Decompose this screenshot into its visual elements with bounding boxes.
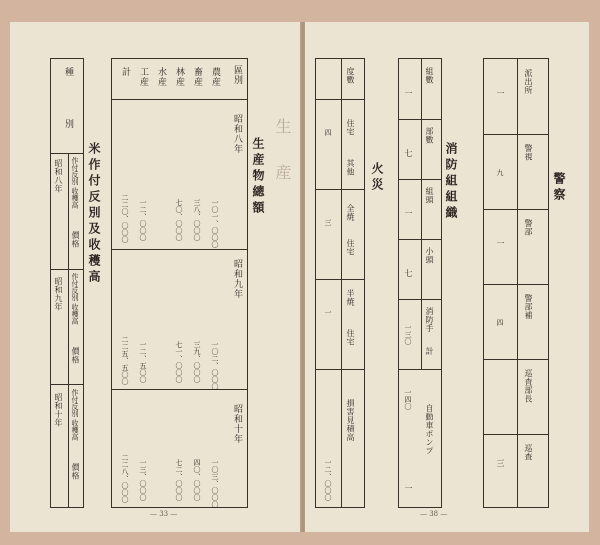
prod-cell: 一二、五〇〇 <box>139 341 147 383</box>
prod-cell: 二二八、〇〇〇 <box>121 454 129 503</box>
fire-header: 組頭 <box>425 187 434 204</box>
police-value: 三 <box>496 459 505 468</box>
fire-disaster-title: 火災 <box>370 162 384 194</box>
fire-value: 七 <box>404 149 413 158</box>
rice-price-header: 價格 <box>71 231 80 248</box>
page-number: — 38 — <box>420 510 448 518</box>
production-title: 生産物總額 <box>251 137 265 217</box>
police-table <box>483 58 549 508</box>
prod-year-1: 昭和八年 <box>232 114 242 154</box>
fire-header: 組數 <box>425 67 434 84</box>
police-mark: 九 <box>496 169 504 176</box>
disaster-value: 一 <box>324 309 332 316</box>
prod-year-3: 昭和十年 <box>232 404 242 444</box>
prod-header-label: 區別 <box>232 65 242 85</box>
prod-cell: 七一、〇〇〇 <box>175 341 183 383</box>
police-header: 巡査部長 <box>524 369 533 403</box>
police-header: 警部 <box>524 219 533 236</box>
right-page <box>305 22 589 532</box>
prod-cell: 三九、〇〇〇 <box>193 341 201 383</box>
prod-row-label: 畜産 <box>192 67 202 87</box>
prod-cell: 一二、〇〇〇 <box>139 199 147 241</box>
rice-sub-header: 作付反別 收穫高 <box>71 273 79 325</box>
fire-header: 部數 <box>425 127 434 144</box>
rice-sub-header: 作付反別 收穫高 <box>71 389 79 441</box>
prod-cell: 二二五、五〇〇 <box>121 336 129 385</box>
rice-col1-top: 種 <box>63 67 73 77</box>
production-table <box>111 58 248 508</box>
fire-value: 七 <box>404 269 413 278</box>
bleed-through-text: 生産 <box>273 118 292 210</box>
prod-row-label: 林産 <box>174 67 184 87</box>
prod-row-label: 工産 <box>138 67 148 87</box>
rice-col1-bottom: 別 <box>63 119 73 129</box>
police-header: 警視 <box>524 144 533 161</box>
prod-row-label: 計 <box>120 67 130 77</box>
prod-cell: 七二、〇〇〇 <box>175 459 183 501</box>
fire-disaster-table <box>315 58 365 508</box>
prod-cell: 一〇二、〇〇〇 <box>211 341 219 390</box>
rice-sub-header: 作付反別 收穫高 <box>71 157 79 209</box>
disaster-sub-header: 住宅 <box>346 329 355 346</box>
prod-cell: 一〇一、〇〇〇 <box>211 199 219 248</box>
police-value: 一 <box>496 239 505 248</box>
fire-value: 一 <box>404 89 413 98</box>
disaster-sub-header: 住宅 <box>346 119 355 136</box>
police-header: 巡查 <box>524 444 533 461</box>
prod-row-label: 水産 <box>156 67 166 87</box>
rice-price-header: 價格 <box>71 463 80 480</box>
police-value: 一 <box>496 89 505 98</box>
page-number: — 33 — <box>150 510 178 518</box>
disaster-sub-header: 住宅 <box>346 239 355 256</box>
rice-price-header: 價格 <box>71 347 80 364</box>
rice-table <box>50 58 84 508</box>
police-header: 派出所 <box>524 69 533 95</box>
disaster-header: 半焼 <box>346 289 355 306</box>
disaster-sub-header: 其他 <box>346 159 355 176</box>
fire-value: 一四〇 <box>404 389 412 410</box>
prod-cell: 七〇、〇〇〇 <box>175 199 183 241</box>
rice-year: 昭和九年 <box>54 277 63 311</box>
police-mark: 四 <box>496 319 504 326</box>
disaster-header: 全焼 <box>346 204 355 221</box>
prod-cell: 三八、〇〇〇 <box>193 199 201 241</box>
fire-header: 消防手 <box>425 307 434 333</box>
prod-row-label: 農産 <box>210 67 220 87</box>
fire-value: 一三〇 <box>404 324 412 345</box>
police-title: 警察 <box>552 172 566 204</box>
fire-value: 一 <box>404 209 413 218</box>
rice-year: 昭和八年 <box>54 159 63 193</box>
fire-header: 小頭 <box>425 247 434 264</box>
fire-dept-table <box>398 58 442 508</box>
fire-dept-title: 消防組組織 <box>444 142 458 222</box>
prod-cell: 二二〇、〇〇〇 <box>121 194 129 243</box>
rice-year: 昭和十年 <box>54 393 63 427</box>
disaster-damage-label: 損害見積高 <box>346 399 355 442</box>
fire-pump-label: 自動車ポンプ <box>425 404 434 455</box>
fire-header: 計 <box>425 347 434 356</box>
disaster-value: 一二、〇〇〇 <box>324 459 332 501</box>
left-page <box>10 22 300 532</box>
disaster-value: 三 <box>324 219 332 226</box>
prod-cell: 四〇、〇〇〇 <box>193 459 201 501</box>
prod-year-2: 昭和九年 <box>232 259 242 299</box>
prod-cell: 一三、〇〇〇 <box>139 459 147 501</box>
rice-title: 米作付反別及收穫高 <box>87 142 101 286</box>
fire-pump-value: 一 <box>404 484 413 493</box>
disaster-value: 四 <box>324 129 332 136</box>
prod-cell: 一〇三、〇〇〇 <box>211 459 219 508</box>
disaster-header: 度數 <box>346 67 355 84</box>
police-header: 警部補 <box>524 294 533 320</box>
